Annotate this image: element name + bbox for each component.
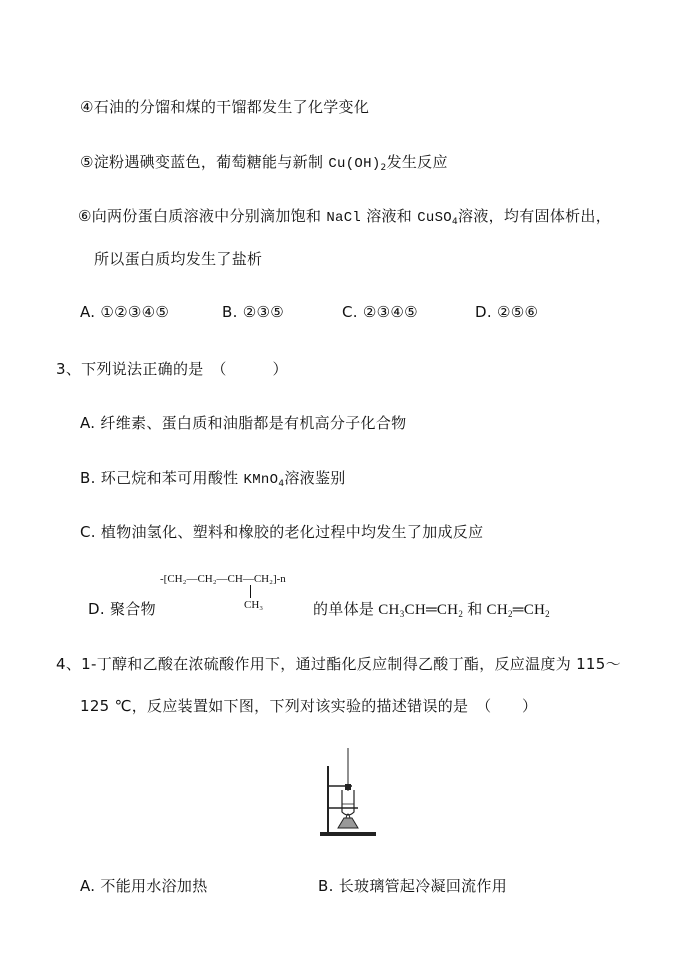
q4-stem-line1: 4、1-丁醇和乙酸在浓硫酸作用下，通过酯化反应制得乙酸丁酯，反应温度为 115～ (56, 655, 621, 673)
polymer-chain: -[CH₂—CH₂—CH—CH₂]-n (160, 573, 286, 585)
q3-option-a: A. 纤维素、蛋白质和油脂都是有机高分子化合物 (80, 414, 407, 432)
burner (338, 818, 358, 828)
q3-stem: 3、下列说法正确的是 （ ） (56, 360, 288, 378)
q2-option-c: C. ②③④⑤ (342, 303, 418, 321)
q2-option-b: B. ②③⑤ (222, 303, 284, 321)
statement-5: ⑤淀粉遇碘变蓝色，葡萄糖能与新制 $Cu(OH)_2$发生反应 (80, 153, 448, 173)
q3-option-d-monomer: 的单体是 $CH_3CH═CH_2$ 和 $CH_2═CH_2$ (313, 602, 550, 619)
statement-6-continued: 所以蛋白质均发生了盐析 (94, 250, 263, 268)
q3-option-b: B. 环己烷和苯可用酸性 KMnO$_4$溶液鉴别 (80, 469, 346, 489)
q4-option-b: B. 长玻璃管起冷凝回流作用 (318, 877, 508, 895)
q2-option-d: D. ②⑤⑥ (475, 303, 539, 321)
statement-6: ⑥向两份蛋白质溶液中分别滴加饱和 NaCl 溶液和 CuSO$_4$溶液，均有固体析出， (78, 207, 612, 227)
q3-option-c: C. 植物油氢化、塑料和橡胶的老化过程中均发生了加成反应 (80, 523, 484, 541)
q4-option-a: A. 不能用水浴加热 (80, 877, 208, 895)
q4-stem-line2: 125 ℃，反应装置如下图，下列对该实验的描述错误的是 （ ） (80, 697, 538, 715)
statement-4: ④石油的分馏和煤的干馏都发生了化学变化 (80, 98, 370, 116)
q2-option-a: A. ①②③④⑤ (80, 303, 170, 321)
stopper (345, 784, 351, 790)
test-tube (342, 790, 354, 815)
polymer-structure (160, 573, 320, 613)
branch-bond (250, 585, 251, 598)
polymer-branch: CH₃ (244, 599, 264, 611)
q3-option-d-label: D. 聚合物 (88, 600, 156, 618)
reaction-apparatus-figure (318, 746, 378, 838)
